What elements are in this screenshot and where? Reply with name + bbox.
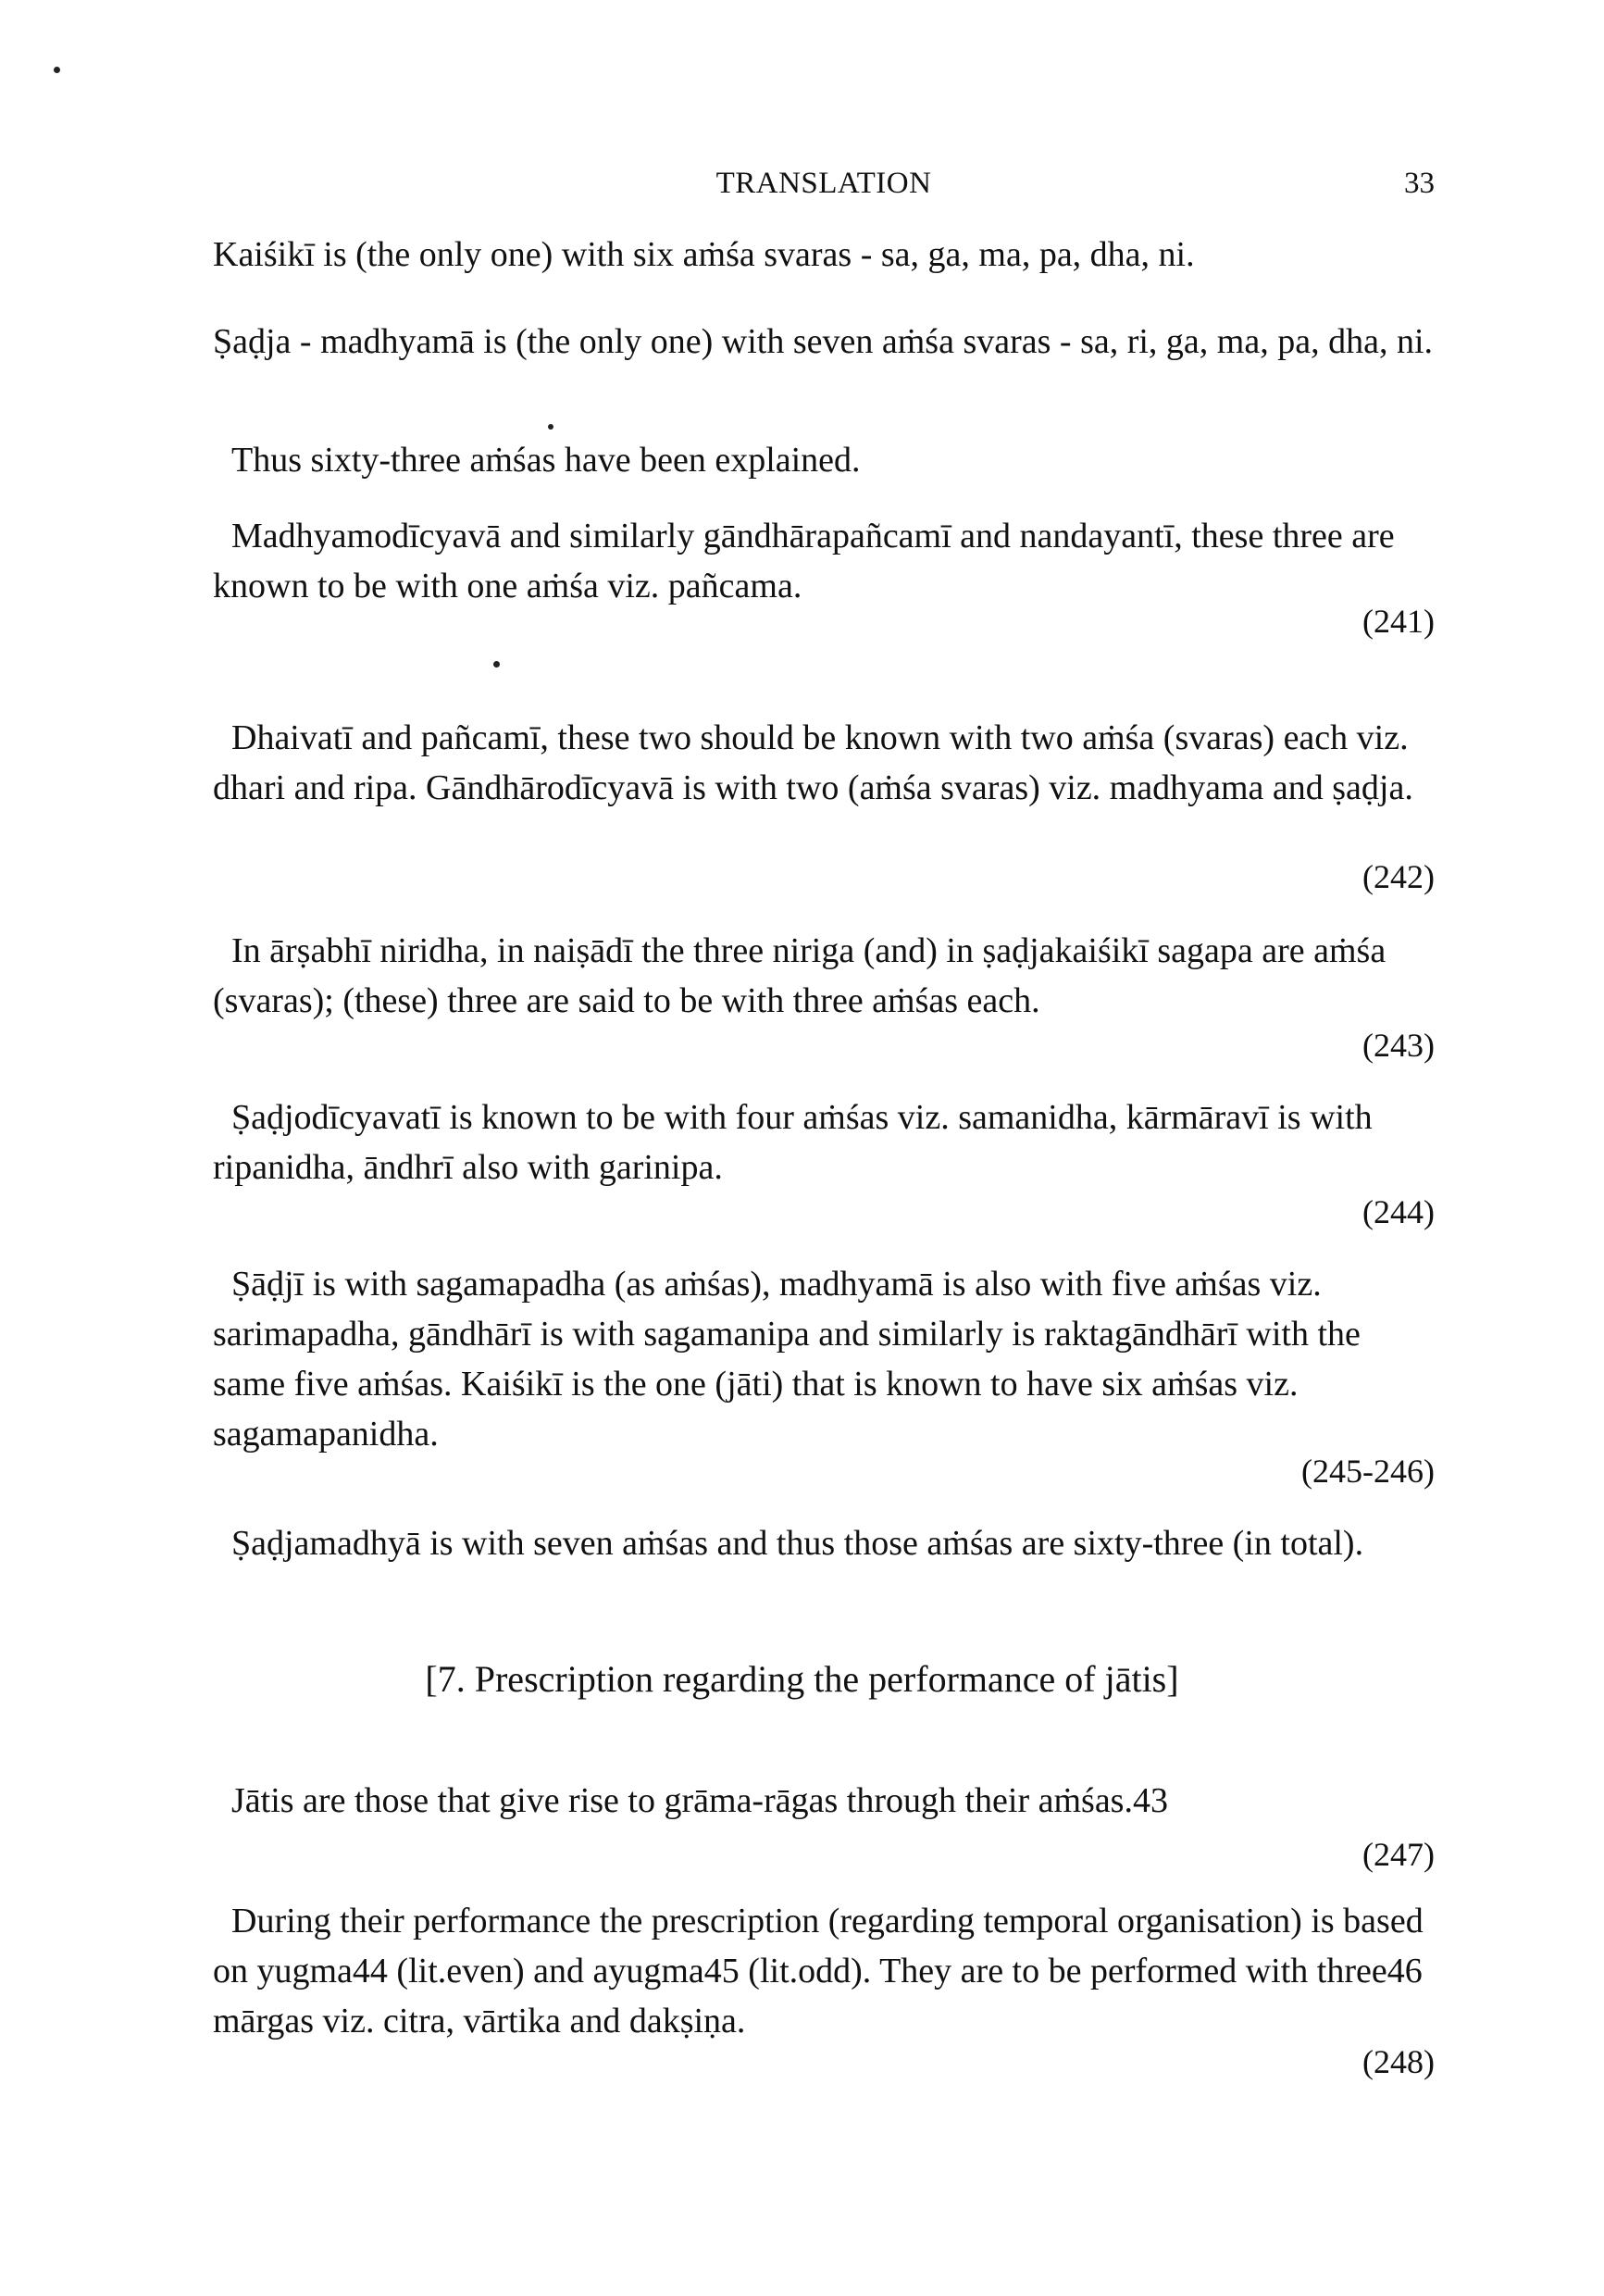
paragraph-sixty-three: Thus sixty-three aṁśas have been explained.	[231, 441, 861, 480]
scan-speck	[493, 661, 500, 668]
running-title: TRANSLATION	[715, 167, 932, 200]
paragraph-243: In ārṣabhī niridha, in naiṣādī the three niriga (and) in ṣaḍjakaiśikī sagapa are aṁśa (svaras); (these) three are said to be with three aṁśas each.	[213, 931, 1386, 1020]
verse-number-245-246: (245-246)	[1301, 1453, 1435, 1490]
verse-number-244: (244)	[1362, 1193, 1435, 1230]
paragraph-247: Jātis are those that give rise to grāma-rāgas through their aṁśas.43	[231, 1781, 1168, 1820]
verse-number-248: (248)	[1362, 2043, 1435, 2080]
scan-speck	[548, 424, 553, 430]
paragraph-242: Dhaivatī and pañcamī, these two should be known with two aṁśa (svaras) each viz. dhari and ripa. Gāndhārodīcyavā is with two (aṁśa svaras) viz. madhyama and ṣaḍja.	[213, 718, 1413, 807]
section-heading: [7. Prescription regarding the performance of jātis]	[425, 1658, 1179, 1700]
page-header	[213, 167, 1435, 204]
page-number: 33	[1404, 167, 1435, 200]
paragraph-sadjamadhya: Ṣaḍjamadhyā is with seven aṁśas and thus those aṁśas are sixty-three (in total).	[231, 1524, 1364, 1563]
paragraph-kaisiki: Kaiśikī is (the only one) with six aṁśa svaras - sa, ga, ma, pa, dha, ni.	[213, 235, 1195, 274]
scan-speck	[54, 67, 60, 73]
paragraph-244: Ṣaḍjodīcyavatī is known to be with four aṁśas viz. samanidha, kārmāravī is with ripanidha, āndhrī also with garinipa.	[213, 1098, 1373, 1187]
verse-number-241: (241)	[1362, 603, 1435, 640]
verse-number-242: (242)	[1362, 858, 1435, 895]
paragraph-245-246: Ṣāḍjī is with sagamapadha (as aṁśas), madhyamā is also with five aṁśas viz. sarimapadha, gāndhārī is with sagamanipa and similarly is raktagāndhārī with the same five aṁśas. Kaiśikī is the one (jāti) that is known to have six aṁśas viz. sagamapanidha.	[213, 1265, 1361, 1454]
verse-number-247: (247)	[1362, 1836, 1435, 1873]
verse-number-243: (243)	[1362, 1027, 1435, 1064]
paragraph-sadja-madhyama: Ṣaḍja - madhyamā is (the only one) with seven aṁśa svaras - sa, ri, ga, ma, pa, dha, ni.	[213, 322, 1434, 361]
paragraph-241: Madhyamodīcyavā and similarly gāndhārapañcamī and nandayantī, these three are known to be with one aṁśa viz. pañcama.	[213, 517, 1395, 605]
paragraph-248: During their performance the prescription (regarding temporal organisation) is based on yugma44 (lit.even) and ayugma45 (lit.odd). They are to be performed with three46 mārgas viz. citra, vārtika and dakṣiṇa.	[213, 1902, 1424, 2040]
